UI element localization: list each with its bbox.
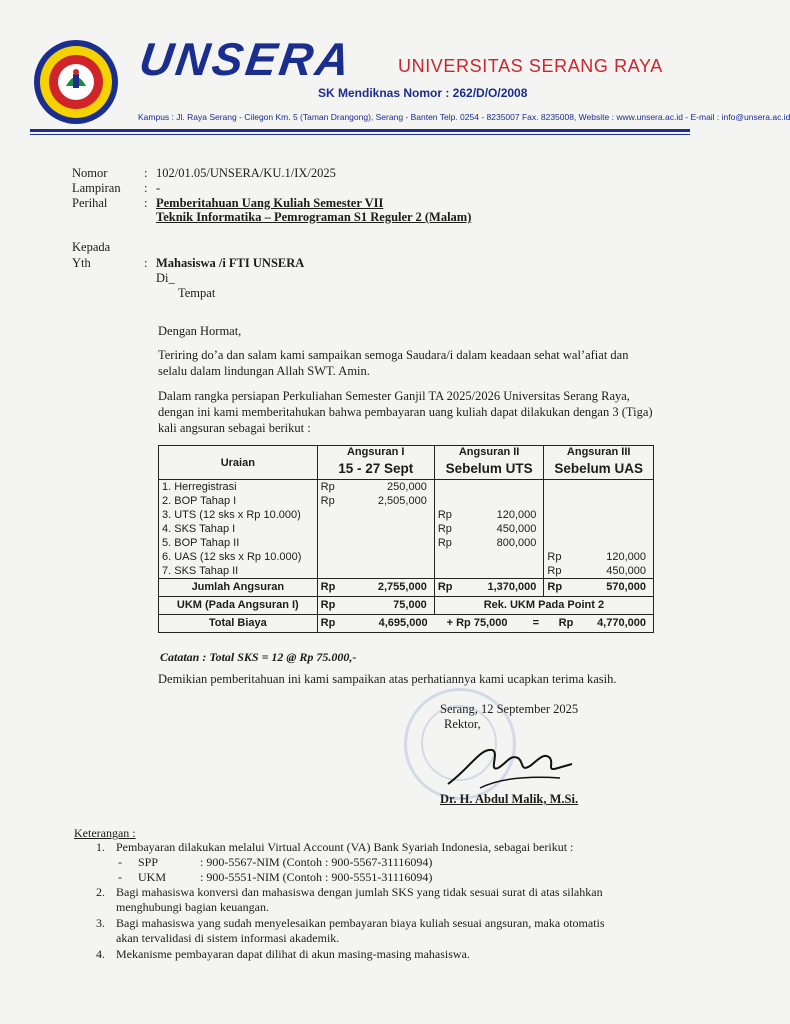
- spacer-line: [547, 480, 650, 494]
- place-date: Serang, 12 September 2025: [440, 702, 579, 716]
- university-name: UNIVERSITAS SERANG RAYA: [398, 56, 663, 76]
- recipient-tempat: Tempat: [178, 286, 216, 300]
- ukm-label: UKM (Pada Angsuran I): [159, 597, 318, 615]
- ukm-value: 75,000: [393, 599, 427, 611]
- angsuran-3-title: Angsuran III: [566, 446, 631, 458]
- note-2a: Bagi mahasiswa konversi dan mahasiswa dengan jumlah SKS yang tidak sesuai surat di atas silahkan: [116, 885, 603, 899]
- amount-line: [547, 564, 650, 578]
- ukm-amount: [317, 597, 434, 615]
- table-header-row: [159, 446, 654, 480]
- jumlah-1: [317, 579, 434, 597]
- currency-label: Rp: [547, 581, 563, 593]
- spp-account: : 900-5567-NIM (Contoh : 900-5567-31116094): [200, 855, 433, 869]
- header-rule-thin: [30, 134, 690, 135]
- total-plus: + Rp 75,000: [446, 617, 508, 629]
- ukm-note: Rek. UKM Pada Point 2: [434, 597, 653, 615]
- nomor-value: 102/01.05/UNSERA/KU.1/IX/2025: [156, 166, 336, 180]
- amount-uts: 120,000: [496, 509, 537, 521]
- jumlah-label: Jumlah Angsuran: [159, 579, 318, 597]
- angsuran-1-title: Angsuran I: [346, 446, 405, 458]
- dash: -: [118, 855, 122, 869]
- uraian-header-label: Uraian: [220, 456, 255, 469]
- kepada-label: Kepada: [72, 240, 111, 254]
- total-cell: [317, 615, 653, 633]
- spp-label: SPP: [138, 855, 159, 869]
- nomor-label: Nomor: [72, 166, 108, 180]
- note-2b: menghubungi bagian keuangan.: [116, 900, 269, 914]
- currency-label: Rp: [320, 581, 336, 593]
- jumlah-1-value: 2,755,000: [377, 581, 427, 593]
- currency-label: Rp: [437, 581, 453, 593]
- total-value: 4,695,000: [378, 617, 428, 629]
- grand-total: 4,770,000: [597, 617, 646, 629]
- signature-icon: [440, 728, 580, 798]
- spacer-line: [438, 494, 541, 508]
- currency-label: Rp: [320, 599, 336, 611]
- perihal-line-1: Pemberitahuan Uang Kuliah Semester VII: [156, 196, 384, 210]
- signatory-name: Dr. H. Abdul Malik, M.Si.: [440, 792, 579, 806]
- list-item: 7. SKS Tahap II: [162, 565, 239, 577]
- colon: :: [144, 196, 148, 210]
- angsuran-2-sub: Sebelum UTS: [445, 461, 533, 476]
- amount-line: [321, 480, 431, 494]
- colon: :: [144, 256, 148, 270]
- amount-line: [321, 494, 431, 508]
- signatory-role: Rektor,: [444, 717, 481, 731]
- note-number: 2.: [96, 885, 105, 899]
- total-equals: =: [532, 617, 540, 629]
- currency-label: Rp: [437, 509, 452, 521]
- spacer-line: [547, 508, 650, 522]
- note-4: Mekanisme pembayaran dapat dilihat di akun masing-masing mahasiswa.: [116, 947, 470, 961]
- ukm-account: : 900-5551-NIM (Contoh : 900-5551-31116094): [200, 870, 433, 884]
- list-item: 1. Herregistrasi: [162, 481, 237, 493]
- recipient-di: Di_: [156, 271, 175, 285]
- list-item: 6. UAS (12 sks x Rp 10.000): [162, 551, 302, 563]
- currency-label: Rp: [320, 495, 335, 507]
- list-item: 4. SKS Tahap I: [162, 523, 236, 535]
- amount-bop-1: 2,505,000: [377, 495, 427, 507]
- spacer-line: [547, 494, 650, 508]
- ukm-account-label: UKM: [138, 870, 167, 884]
- greeting: Dengan Hormat,: [158, 324, 242, 338]
- amount-line: [438, 522, 541, 536]
- perihal-line-2: Teknik Informatika – Pemrograman S1 Reguler 2 (Malam): [156, 210, 472, 224]
- closing-sentence: Demikian pemberitahuan ini kami sampaikan atas perhatiannya kami ucapkan terima kasih.: [158, 672, 617, 686]
- note-number: 1.: [96, 840, 105, 854]
- campus-address: Kampus : Jl. Raya Serang - Cilegon Km. 5 (Taman Drangong), Serang - Banten Telp. 0254 - 8235007 Fax. 8235008, Website : www.unsera.ac.id - E-mail : info@unsera.ac.id: [138, 112, 790, 122]
- amount-uas: 120,000: [606, 551, 646, 563]
- dash: -: [118, 870, 122, 884]
- angsuran-1-header: [317, 446, 434, 480]
- brand-wordmark: UNSERA: [136, 33, 356, 85]
- uraian-header: [159, 446, 318, 480]
- yth-label: Yth: [72, 256, 91, 270]
- angsuran-1-sub: 15 - 27 Sept: [338, 461, 414, 476]
- list-item: 5. BOP Tahap II: [162, 537, 240, 549]
- currency-label: Rp: [437, 537, 452, 549]
- header-rule: [30, 129, 690, 132]
- list-item: 2. BOP Tahap I: [162, 495, 237, 507]
- jumlah-3-value: 570,000: [606, 581, 646, 593]
- amount-line: [438, 536, 541, 550]
- note-number: 4.: [96, 947, 105, 961]
- note-number: 3.: [96, 916, 105, 930]
- fee-table: [158, 445, 654, 633]
- sk-number: SK Mendiknas Nomor : 262/D/O/2008: [318, 86, 528, 100]
- amount-line: [438, 508, 541, 522]
- catatan-note: Catatan : Total SKS = 12 @ Rp 75.000,-: [160, 650, 357, 664]
- ukm-row: [159, 597, 654, 615]
- keterangan-title: Keterangan :: [74, 826, 136, 840]
- angsuran-2-values: [434, 480, 544, 579]
- currency-label: Rp: [558, 617, 574, 629]
- colon: :: [144, 181, 148, 195]
- angsuran-2-title: Angsuran II: [458, 446, 520, 458]
- jumlah-row: [159, 579, 654, 597]
- lampiran-value: -: [156, 181, 161, 195]
- items-row: [159, 480, 654, 579]
- note-1: Pembayaran dilakukan melalui Virtual Account (VA) Bank Syariah Indonesia, sebagai berikut :: [116, 840, 574, 854]
- currency-label: Rp: [547, 551, 562, 563]
- colon: :: [144, 166, 148, 180]
- angsuran-1-values: [317, 480, 434, 579]
- university-logo: [32, 38, 120, 126]
- list-item: 3. UTS (12 sks x Rp 10.000): [162, 509, 301, 521]
- note-3b: akan tervalidasi di sistem informasi akademik.: [116, 931, 340, 945]
- lampiran-label: Lampiran: [72, 181, 121, 195]
- angsuran-2-header: [434, 446, 544, 480]
- items-cell: [159, 480, 318, 579]
- jumlah-2: [434, 579, 544, 597]
- amount-sks-1: 450,000: [496, 523, 537, 535]
- amount-sks-2: 450,000: [606, 565, 646, 577]
- currency-label: Rp: [320, 617, 336, 629]
- spacer-line: [547, 522, 650, 536]
- angsuran-3-sub: Sebelum UAS: [554, 461, 643, 476]
- currency-label: Rp: [437, 523, 452, 535]
- paragraph-1: Teriring do’a dan salam kami sampaikan semoga Saudara/i dalam keadaan sehat wal’afiat dan selalu dalam lindungan Allah SWT. Amin.: [158, 348, 629, 378]
- amount-herregistrasi: 250,000: [387, 481, 427, 493]
- jumlah-3: [544, 579, 654, 597]
- total-label: Total Biaya: [159, 615, 318, 633]
- currency-label: Rp: [320, 481, 335, 493]
- spacer-line: [438, 480, 541, 494]
- total-row: [159, 615, 654, 633]
- note-3a: Bagi mahasiswa yang sudah menyelesaikan pembayaran biaya kuliah sesuai angsuran, maka otomatis: [116, 916, 605, 930]
- amount-bop-2: 800,000: [496, 537, 537, 549]
- jumlah-2-value: 1,370,000: [487, 581, 537, 593]
- spacer-line: [547, 536, 650, 550]
- currency-label: Rp: [547, 565, 562, 577]
- perihal-label: Perihal: [72, 196, 108, 210]
- recipient-name: Mahasiswa /i FTI UNSERA: [156, 256, 305, 270]
- angsuran-3-header: [544, 446, 654, 480]
- angsuran-3-values: [544, 480, 654, 579]
- amount-line: [547, 550, 650, 564]
- paragraph-2: Dalam rangka persiapan Perkuliahan Semester Ganjil TA 2025/2026 Universitas Serang Raya, dengan ini kami memberitahukan bahwa pembayaran uang kuliah dapat dilakukan dengan 3 (Tiga) kali angsuran sebagai berikut :: [158, 389, 653, 435]
